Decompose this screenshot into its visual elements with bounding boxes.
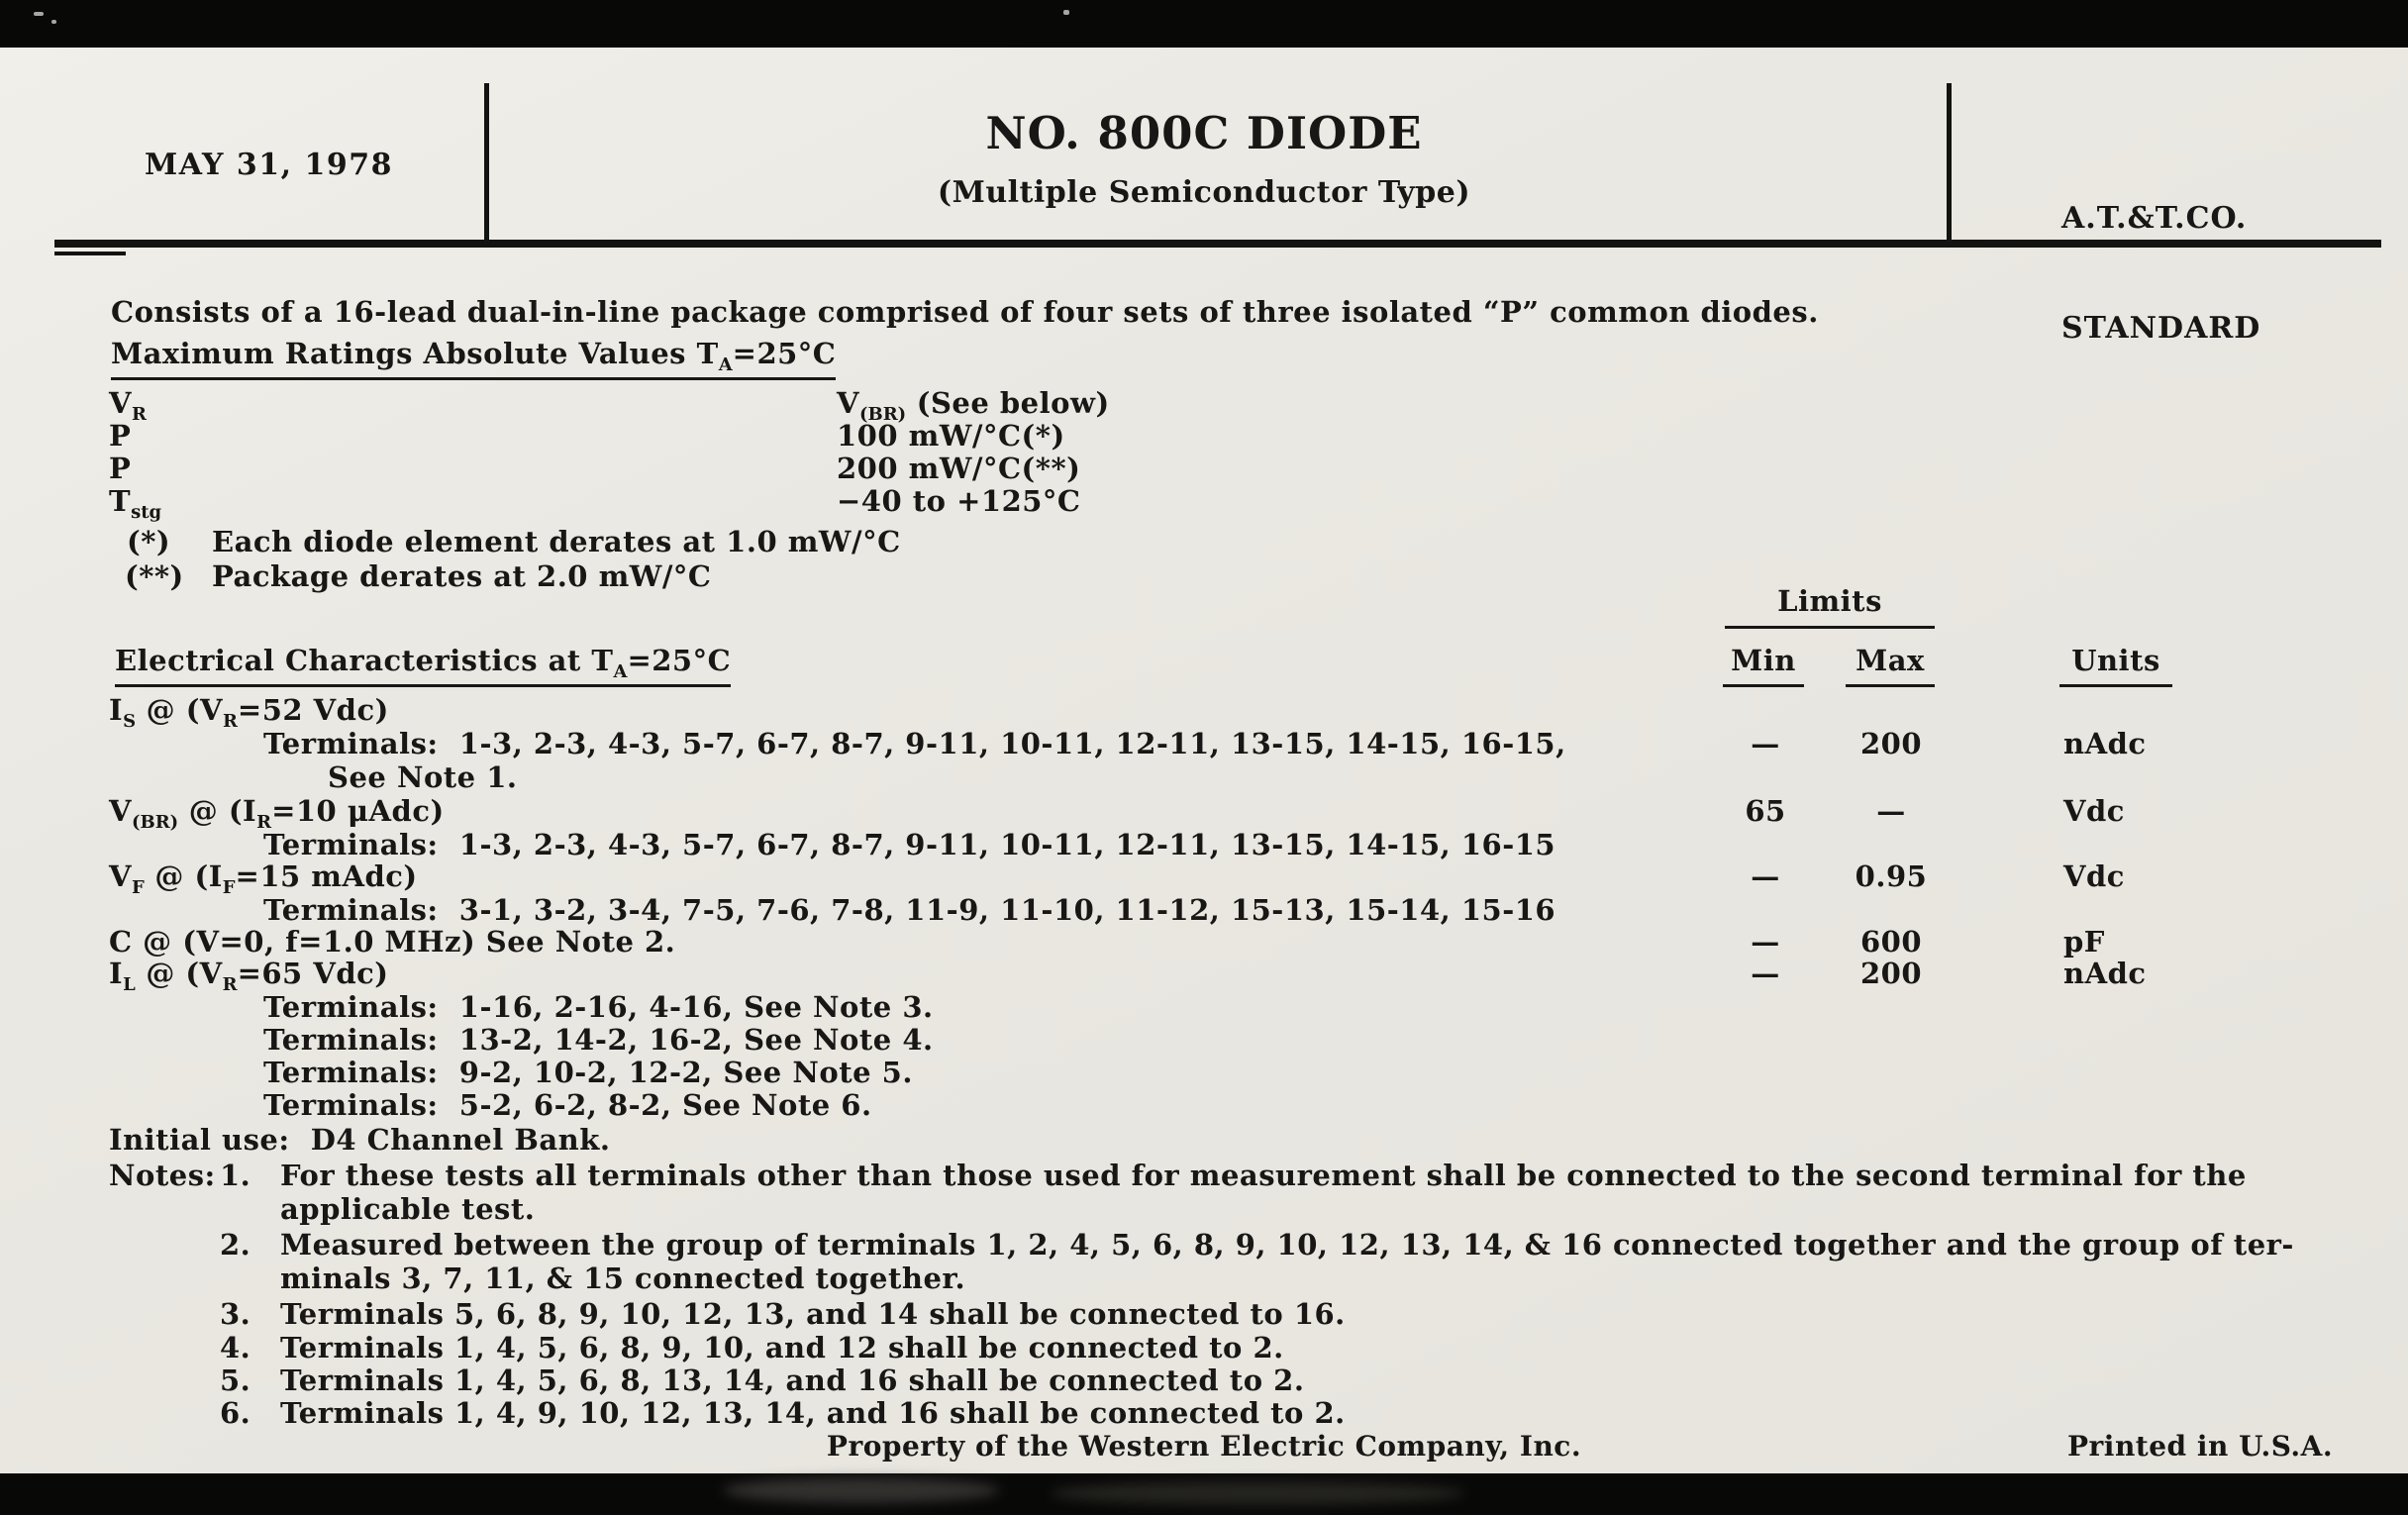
units-value: nAdc: [2063, 957, 2147, 990]
rating-parameter: $T_{stg}$: [109, 484, 162, 523]
footnote-text: Package derates at 2.0 mW/°C: [212, 559, 712, 593]
document-subtitle: (Multiple Semiconductor Type): [937, 175, 1471, 210]
units-value: pF: [2063, 925, 2105, 959]
initial-use: Initial use: D4 Channel Bank.: [109, 1123, 611, 1157]
min-value: —: [1751, 925, 1780, 959]
max-value: —: [1876, 794, 1906, 828]
min-value: —: [1751, 859, 1780, 893]
table-row: [0, 828, 2408, 861]
table-row: [0, 727, 2408, 760]
row-text: Terminals: 3-1, 3-2, 3-4, 7-5, 7-6, 7-8, 11-9, 11-10, 11-12, 15-13, 15-14, 15-16: [263, 893, 1556, 927]
table-row: [0, 859, 2408, 898]
scan-artifact: [1063, 10, 1069, 15]
notes-label: Notes:: [109, 1159, 216, 1192]
column-header-max: Max: [1846, 644, 1935, 687]
table-row: [0, 1023, 2408, 1057]
standard-company: A.T.&T.CO.: [2061, 201, 2248, 236]
row-text: Terminals: 5-2, 6-2, 8-2, See Note 6.: [263, 1088, 872, 1122]
header-rule: [54, 240, 2381, 248]
scan-artifact: [34, 12, 44, 16]
rating-parameter: P: [109, 452, 132, 485]
scan-black-bar-top: [0, 0, 2408, 48]
header-divider-right: [1947, 83, 1952, 242]
section-heading: Electrical Characteristics at $T_A=25^\circ C$: [115, 644, 731, 687]
note-text: Measured between the group of terminals 1, 2, 4, 5, 6, 8, 9, 10, 12, 13, 14, & 16 connected together and the group of ter-: [280, 1228, 2294, 1262]
rating-value: −40 to +125°C: [837, 484, 1081, 518]
note-text: applicable test.: [280, 1192, 536, 1226]
note-number: 1.: [220, 1159, 251, 1192]
property-notice: Property of the Western Electric Company, Inc.: [826, 1430, 1582, 1463]
row-text: Terminals: 13-2, 14-2, 16-2, See Note 4.: [263, 1023, 934, 1057]
limits-group-header: Limits: [1725, 584, 1935, 629]
min-value: 65: [1745, 794, 1786, 828]
rating-value: 200 mW/°C(**): [837, 452, 1081, 485]
printed-in-usa: Printed in U.S.A.: [2067, 1430, 2334, 1463]
table-row: [0, 925, 2408, 959]
row-text: $V_{(BR)}$ @ ($I_R=10$ μAdc): [109, 794, 445, 833]
table-row: [0, 693, 2408, 732]
units-value: nAdc: [2063, 727, 2147, 760]
table-row: [0, 794, 2408, 833]
row-text: Terminals: 9-2, 10-2, 12-2, See Note 5.: [263, 1056, 913, 1089]
max-value: 200: [1859, 957, 1923, 990]
footnote-marker: (**): [125, 559, 184, 593]
note-text: minals 3, 7, 11, & 15 connected together.: [280, 1262, 966, 1295]
table-row: [0, 957, 2408, 995]
header-divider-left: [484, 83, 489, 242]
document-title: NO. 800C DIODE: [985, 107, 1423, 159]
max-value: 200: [1859, 727, 1923, 760]
scan-artifact: [51, 20, 56, 24]
row-text: See Note 1.: [328, 760, 518, 794]
note-text: Terminals 1, 4, 5, 6, 8, 9, 10, and 12 shall be connected to 2.: [280, 1331, 1284, 1364]
row-text: $V_F$ @ ($I_F=15$ mAdc): [109, 859, 418, 898]
max-value: 0.95: [1855, 859, 1928, 893]
row-text: Terminals: 1-3, 2-3, 4-3, 5-7, 6-7, 8-7, 9-11, 10-11, 12-11, 13-15, 14-15, 16-15,: [263, 727, 1566, 760]
row-text: $I_S$ @ ($V_R=52$ Vdc): [109, 693, 389, 732]
column-header-min: Min: [1723, 644, 1804, 687]
rating-value: 100 mW/°C(*): [837, 419, 1065, 453]
note-number: 5.: [220, 1364, 251, 1397]
row-text: Terminals: 1-16, 2-16, 4-16, See Note 3.: [263, 990, 934, 1024]
min-value: —: [1751, 727, 1780, 760]
note-text: Terminals 1, 4, 5, 6, 8, 13, 14, and 16 shall be connected to 2.: [280, 1364, 1305, 1397]
rating-parameter: $V_R$: [109, 386, 147, 425]
package-description: Consists of a 16-lead dual-in-line package comprised of four sets of three isolated “P” common diodes.: [111, 295, 1819, 329]
units-value: Vdc: [2063, 794, 2125, 828]
header-rule-tail: [54, 252, 126, 255]
row-text: $I_L$ @ ($V_R=65$ Vdc): [109, 957, 389, 995]
table-row: [0, 990, 2408, 1024]
standard-label: STANDARD: [2061, 311, 2261, 346]
rating-value: $V_{(BR)}$ (See below): [837, 386, 1110, 425]
scan-artifact: [723, 1477, 1000, 1503]
table-row: [0, 760, 2408, 794]
note-text: For these tests all terminals other than those used for measurement shall be connected to the second terminal for the: [280, 1159, 2247, 1192]
min-value: —: [1751, 957, 1780, 990]
note-text: Terminals 1, 4, 9, 10, 12, 13, 14, and 16 shall be connected to 2.: [280, 1396, 1346, 1430]
note-number: 6.: [220, 1396, 251, 1430]
note-number: 3.: [220, 1297, 251, 1331]
note-text: Terminals 5, 6, 8, 9, 10, 12, 13, and 14 shall be connected to 16.: [280, 1297, 1346, 1331]
footnote-marker: (*): [127, 525, 171, 558]
table-row: [0, 893, 2408, 927]
footnote-text: Each diode element derates at 1.0 mW/°C: [212, 525, 901, 558]
max-ratings-heading: Maximum Ratings Absolute Values $T_A=25^\circ C$: [111, 337, 836, 380]
scan-artifact: [1050, 1481, 1465, 1505]
table-row: [0, 1056, 2408, 1089]
note-number: 2.: [220, 1228, 251, 1262]
issue-date: MAY 31, 1978: [145, 148, 393, 182]
column-header-units: Units: [2059, 644, 2172, 687]
row-text: Terminals: 1-3, 2-3, 4-3, 5-7, 6-7, 8-7, 9-11, 10-11, 12-11, 13-15, 14-15, 16-15: [263, 828, 1556, 861]
max-value: 600: [1859, 925, 1923, 959]
table-row: [0, 1088, 2408, 1122]
rating-parameter: P: [109, 419, 132, 453]
standard-designation: [2061, 127, 2260, 383]
units-value: Vdc: [2063, 859, 2125, 893]
row-text: C @ (V=0, f=1.0 MHz) See Note 2.: [109, 925, 676, 959]
note-number: 4.: [220, 1331, 251, 1364]
